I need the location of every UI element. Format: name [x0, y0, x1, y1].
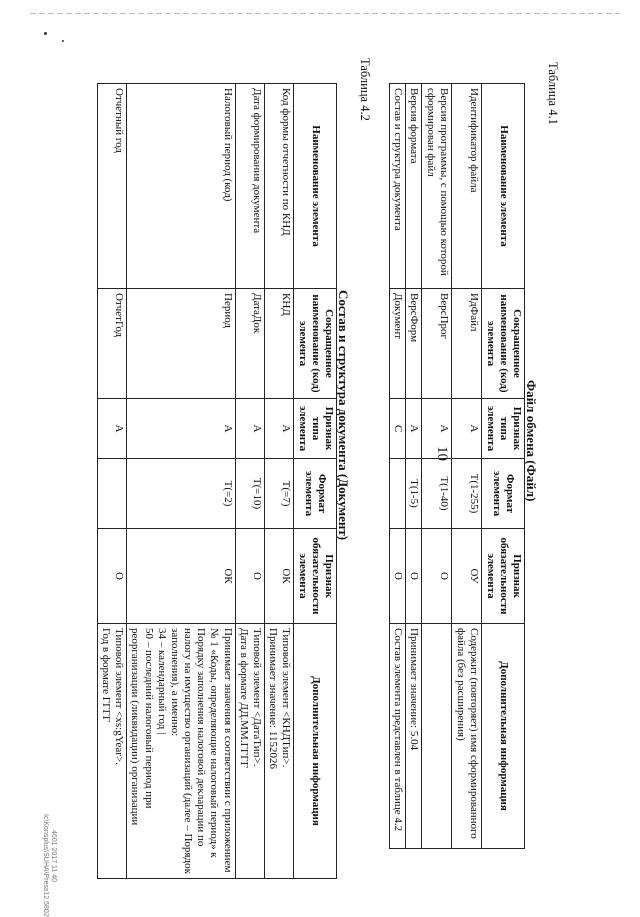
cell-type: С: [390, 399, 406, 459]
cell-code: Документ: [390, 289, 406, 399]
cell-required: О: [422, 529, 452, 624]
cell-info: Принимает значения в соответствии с приложением № 1 «Коды, определяющие налоговый период» к Порядку заполнения налоговой декларации по налогу на имущество организаций (далее – Порядок заполнения), а именно: 34 – календарный год | 50 – последний налоговый период при реорганизации (ликвидации) организации: [127, 624, 236, 879]
cell-code: ВерсПрог: [422, 289, 452, 399]
table-row: [127, 84, 236, 879]
cell-type: А: [127, 399, 236, 459]
cell-name: Версия программы, с помощью которой сформирован файл: [422, 84, 452, 289]
cell-code: Период: [127, 289, 236, 399]
cell-format: T(=7): [265, 459, 294, 529]
cell-name: Состав и структура документа: [390, 84, 406, 289]
cell-type: А: [406, 399, 422, 459]
cell-code: ИдФайл: [452, 289, 482, 399]
cell-info: Типовой элемент <xs:gYear>. Год в формате ГГГГ: [97, 624, 126, 879]
table-4-1-title: Файл обмена (Файл): [524, 380, 539, 502]
cell-format: T(=2): [127, 459, 236, 529]
cell-required: О: [235, 529, 264, 624]
cell-name: Отчетный год: [97, 84, 126, 289]
cell-info: Содержит (повторяет) имя сформированного файла (без расширения): [452, 624, 482, 849]
cell-name: Код формы отчетности по КНД: [265, 84, 294, 289]
cell-code: ВерсФорм: [406, 289, 422, 399]
header-cell: Сокращенное наименование (код) элемента: [294, 289, 337, 399]
cell-type: А: [452, 399, 482, 459]
header-cell: Дополнительная информация: [482, 624, 525, 849]
table-row: [390, 84, 406, 849]
table-4-2: [97, 83, 337, 879]
cell-name: Налоговый период (код): [127, 84, 236, 289]
table-4-2-caption: Таблица 4.2: [358, 58, 372, 121]
cell-code: ДатаДок: [235, 289, 264, 399]
header-cell: Наименование элемента: [294, 84, 337, 289]
table-header-row: [482, 84, 525, 849]
cell-required: О: [97, 529, 126, 624]
cell-code: КНД: [265, 289, 294, 399]
header-cell: Сокращенное наименование (код) элемента: [482, 289, 525, 399]
table-4-1-caption: Таблица 4.1: [546, 62, 560, 125]
cell-required: ОУ: [452, 529, 482, 624]
footnote-stamp: 4601 2017 11 40: [50, 830, 57, 883]
header-cell: Формат элемента: [482, 459, 525, 529]
table-row: [406, 84, 422, 849]
cell-code: ОтчетГод: [97, 289, 126, 399]
table-header-row: [294, 84, 337, 879]
table-row: [97, 84, 126, 879]
cell-format: T(1-40): [422, 459, 452, 529]
table-row: [452, 84, 482, 849]
cell-format: T(=10): [235, 459, 264, 529]
cell-format: [97, 459, 126, 529]
header-cell: Признак типа элемента: [294, 399, 337, 459]
cell-type: А: [422, 399, 452, 459]
cell-required: О: [390, 529, 406, 624]
cell-required: ОК: [265, 529, 294, 624]
cell-info: Состав элемента представлен в таблице 4.2: [390, 624, 406, 849]
cell-required: О: [406, 529, 422, 624]
cell-format: T(1-5): [406, 459, 422, 529]
header-cell: Признак обязательности элемента: [294, 529, 337, 624]
cell-info: Типовой элемент <ДатаТип>. Дата в формате ДД.ММ.ГГГГ: [235, 624, 264, 879]
header-cell: Признак обязательности элемента: [482, 529, 525, 624]
table-4-2-title: Состав и структура документа (Документ): [336, 290, 351, 541]
header-cell: Формат элемента: [294, 459, 337, 529]
cell-name: Дата формирования документа: [235, 84, 264, 289]
cell-format: [390, 459, 406, 529]
cell-info: [422, 624, 452, 849]
cell-type: А: [97, 399, 126, 459]
header-cell: Наименование элемента: [482, 84, 525, 289]
header-cell: Дополнительная информация: [294, 624, 337, 879]
page-number: 10: [434, 446, 450, 461]
footnote-path: Ic\Konsplus\SUHA\Press12.5802: [42, 814, 49, 917]
cell-type: А: [235, 399, 264, 459]
table-row: [265, 84, 294, 879]
table-row: [422, 84, 452, 849]
cell-info: Принимает значение: 5.04: [406, 624, 422, 849]
table-row: [235, 84, 264, 879]
cell-info: Типовой элемент <КНДТип>. Принимает значение: 1152026: [265, 624, 294, 879]
cell-name: Версия формата: [406, 84, 422, 289]
cell-required: ОК: [127, 529, 236, 624]
cell-type: А: [265, 399, 294, 459]
table-4-1: [389, 83, 525, 849]
header-cell: Признак типа элемента: [482, 399, 525, 459]
cell-name: Идентификатор файла: [452, 84, 482, 289]
cell-format: T(1-255): [452, 459, 482, 529]
